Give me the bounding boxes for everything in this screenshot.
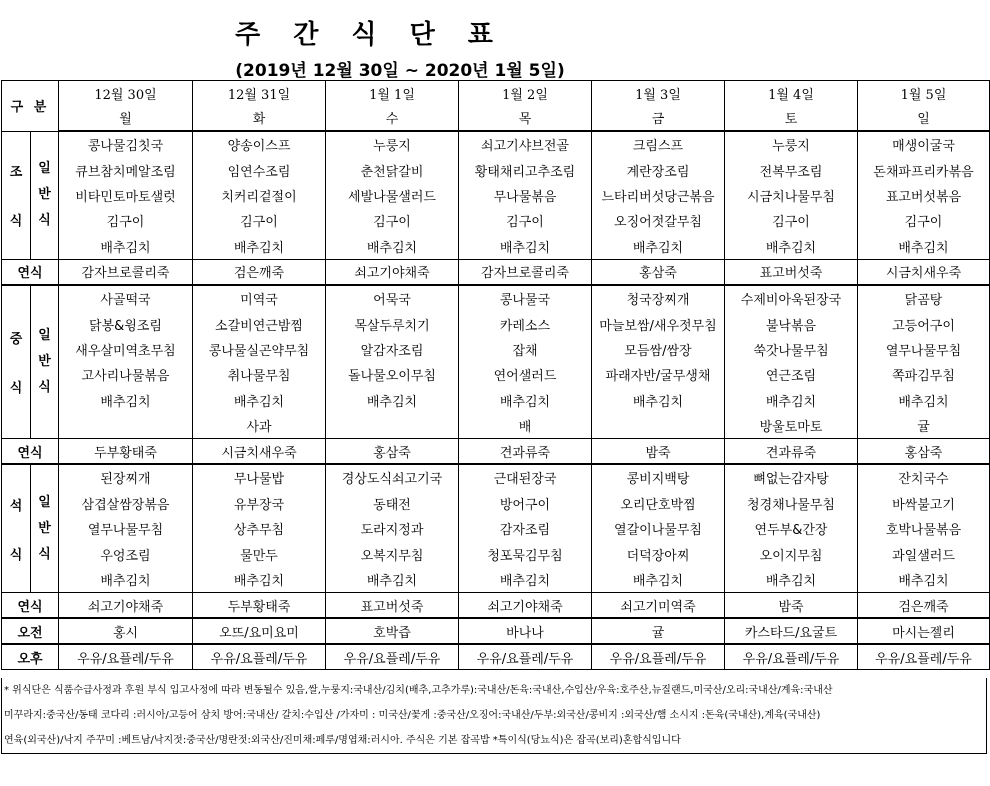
dish-cell: 청경채나물무침 xyxy=(725,491,858,516)
soft-diet-cell: 쇠고기야채죽 xyxy=(326,259,459,285)
day-weekday: 월 xyxy=(59,105,193,131)
dish-cell: 도라지정과 xyxy=(326,516,459,541)
soft-diet-cell: 표고버섯죽 xyxy=(326,593,459,619)
dish-cell: 고등어구이 xyxy=(858,311,990,336)
label-char: 식 xyxy=(9,214,23,230)
dish-cell: 동태전 xyxy=(326,491,459,516)
day-weekday: 금 xyxy=(592,105,725,131)
day-date: 1월 5일 xyxy=(858,81,990,106)
dish-cell: 쇠고기샤브전골 xyxy=(459,131,592,157)
dish-cell: 열무나물무침 xyxy=(858,337,990,362)
soft-diet-cell: 표고버섯죽 xyxy=(725,259,858,285)
soft-diet-cell: 시금치새우죽 xyxy=(193,439,326,465)
dish-cell: 닭봉&윙조림 xyxy=(59,311,193,336)
day-date: 1월 2일 xyxy=(459,81,592,106)
soft-diet-cell: 검은깨죽 xyxy=(858,593,990,619)
dish-cell: 배추김치 xyxy=(858,567,990,593)
dish-cell: 열무나물무침 xyxy=(59,516,193,541)
day-date: 12월 30일 xyxy=(59,81,193,106)
dish-cell: 배추김치 xyxy=(59,567,193,593)
soft-diet-cell: 두부황태죽 xyxy=(59,439,193,465)
dish-cell: 카레소스 xyxy=(459,311,592,336)
soft-diet-cell: 견과류죽 xyxy=(459,439,592,465)
dish-cell: 시금치나물무침 xyxy=(725,183,858,208)
dinner-label xyxy=(2,464,31,592)
dish-cell: 배추김치 xyxy=(858,234,990,260)
dish-cell: 무나물밥 xyxy=(193,464,326,490)
dish-cell: 방어구이 xyxy=(459,491,592,516)
soft-diet-cell: 검은깨죽 xyxy=(193,259,326,285)
dish-cell: 뼈없는감자탕 xyxy=(725,464,858,490)
dish-cell: 방울토마토 xyxy=(725,413,858,439)
day-weekday: 목 xyxy=(459,105,592,131)
weekly-menu-table xyxy=(1,80,990,670)
dish-cell: 감자조림 xyxy=(459,516,592,541)
dish-cell: 무나물볶음 xyxy=(459,183,592,208)
dish-cell: 닭곰탕 xyxy=(858,285,990,311)
soft-diet-cell: 홍삼죽 xyxy=(592,259,725,285)
label-char: 식 xyxy=(9,547,23,563)
dish-cell: 배추김치 xyxy=(592,388,725,413)
dish-cell: 계란장조림 xyxy=(592,157,725,182)
dish-cell: 연근조림 xyxy=(725,362,858,387)
label-char: 식 xyxy=(38,546,51,562)
soft-diet-cell: 밤죽 xyxy=(592,439,725,465)
label-char: 반 xyxy=(38,354,51,370)
dish-cell: 마늘보쌈/새우젓무침 xyxy=(592,311,725,336)
dish-cell: 배추김치 xyxy=(725,567,858,593)
label-char: 일 xyxy=(38,161,51,177)
dish-cell: 누룽지 xyxy=(326,131,459,157)
dish-cell: 어묵국 xyxy=(326,285,459,311)
page-title: 주 간 식 단 표 xyxy=(235,20,505,50)
soft-diet-cell: 쇠고기야채죽 xyxy=(459,593,592,619)
dish-cell: 배 xyxy=(459,413,592,439)
dinner-general-label xyxy=(31,464,59,592)
dish-cell: 콩비지백탕 xyxy=(592,464,725,490)
dish-cell: 사과 xyxy=(193,413,326,439)
dish-cell: 배추김치 xyxy=(326,234,459,260)
dish-cell: 김구이 xyxy=(858,208,990,233)
dish-cell: 수제비아욱된장국 xyxy=(725,285,858,311)
dish-cell: 목살두루치기 xyxy=(326,311,459,336)
dish-cell: 느타리버섯당근볶음 xyxy=(592,183,725,208)
dish-cell: 파래자반/굴무생채 xyxy=(592,362,725,387)
day-weekday: 화 xyxy=(193,105,326,131)
dish-cell xyxy=(592,413,725,439)
dish-cell: 바싹불고기 xyxy=(858,491,990,516)
dish-cell: 김구이 xyxy=(326,208,459,233)
dish-cell: 더덕장아찌 xyxy=(592,541,725,566)
dish-cell: 배추김치 xyxy=(592,234,725,260)
soft-diet-cell: 두부황태죽 xyxy=(193,593,326,619)
dish-cell: 불낙볶음 xyxy=(725,311,858,336)
header-label: 구 분 xyxy=(2,81,59,132)
dish-cell: 배추김치 xyxy=(459,567,592,593)
dish-cell: 취나물무침 xyxy=(193,362,326,387)
dish-cell: 청국장찌개 xyxy=(592,285,725,311)
dish-cell: 양송이스프 xyxy=(193,131,326,157)
dish-cell: 큐브참치메알조림 xyxy=(59,157,193,182)
label-char: 조 xyxy=(9,165,23,181)
dish-cell: 오이지무침 xyxy=(725,541,858,566)
snack-cell: 우유/요플레/두유 xyxy=(459,644,592,670)
dish-cell: 오복지무침 xyxy=(326,541,459,566)
soft-diet-cell: 견과류죽 xyxy=(725,439,858,465)
dish-cell: 호박나물볶음 xyxy=(858,516,990,541)
footnote-line: * 위식단은 식품수급사정과 후원 부식 입고사정에 따라 변동될수 있음,쌀,누룽지:국내산/김치(배추,고추가루):국내산/돈육:국내산,수입산/우육:호주산,뉴질랜드,미국산/오리:국내산/계육:국내산 xyxy=(4,685,833,696)
dish-cell: 김구이 xyxy=(459,208,592,233)
dish-cell: 배추김치 xyxy=(858,388,990,413)
dish-cell: 배추김치 xyxy=(59,234,193,260)
dish-cell: 삼겹살쌈장볶음 xyxy=(59,491,193,516)
soft-diet-cell: 감자브로콜리죽 xyxy=(59,259,193,285)
snack-cell: 바나나 xyxy=(459,618,592,644)
label-char: 식 xyxy=(38,380,51,396)
label-char: 식 xyxy=(38,213,51,229)
dish-cell: 소갈비연근밤찜 xyxy=(193,311,326,336)
dish-cell: 과일샐러드 xyxy=(858,541,990,566)
dish-cell: 잡채 xyxy=(459,337,592,362)
dish-cell: 된장찌개 xyxy=(59,464,193,490)
snack-cell: 우유/요플레/두유 xyxy=(592,644,725,670)
dish-cell: 쑥갓나물무침 xyxy=(725,337,858,362)
dish-cell: 물만두 xyxy=(193,541,326,566)
dish-cell: 전복무조림 xyxy=(725,157,858,182)
afternoon-snack-label: 오후 xyxy=(2,644,59,670)
breakfast-label xyxy=(2,131,31,259)
snack-cell: 홍시 xyxy=(59,618,193,644)
dish-cell: 배추김치 xyxy=(59,388,193,413)
soft-diet-cell: 홍삼죽 xyxy=(858,439,990,465)
dish-cell: 배추김치 xyxy=(193,567,326,593)
snack-cell: 우유/요플레/두유 xyxy=(193,644,326,670)
dish-cell: 매생이굴국 xyxy=(858,131,990,157)
label-char: 일 xyxy=(38,494,51,510)
dish-cell: 근대된장국 xyxy=(459,464,592,490)
footnotes xyxy=(1,678,987,754)
breakfast-general-label xyxy=(31,131,59,259)
soft-diet-cell: 쇠고기야채죽 xyxy=(59,593,193,619)
dish-cell: 콩나물실곤약무침 xyxy=(193,337,326,362)
dish-cell: 김구이 xyxy=(59,208,193,233)
soft-diet-cell: 시금치새우죽 xyxy=(858,259,990,285)
day-date: 1월 4일 xyxy=(725,81,858,106)
dish-cell: 콩나물김칫국 xyxy=(59,131,193,157)
dish-cell: 배추김치 xyxy=(193,388,326,413)
label-char: 반 xyxy=(38,187,51,203)
dish-cell: 상추무침 xyxy=(193,516,326,541)
dish-cell: 배추김치 xyxy=(725,388,858,413)
dish-cell: 배추김치 xyxy=(326,567,459,593)
dish-cell: 김구이 xyxy=(193,208,326,233)
snack-cell: 마시는젤리 xyxy=(858,618,990,644)
snack-cell: 호박즙 xyxy=(326,618,459,644)
dish-cell: 연어샐러드 xyxy=(459,362,592,387)
dish-cell: 새우살미역초무침 xyxy=(59,337,193,362)
dish-cell: 김구이 xyxy=(725,208,858,233)
dish-cell: 열갈이나물무침 xyxy=(592,516,725,541)
day-weekday: 수 xyxy=(326,105,459,131)
breakfast-soft-label: 연식 xyxy=(2,259,59,285)
dish-cell: 오징어젓갈무침 xyxy=(592,208,725,233)
day-weekday: 일 xyxy=(858,105,990,131)
snack-cell: 귤 xyxy=(592,618,725,644)
day-date: 1월 1일 xyxy=(326,81,459,106)
snack-cell: 우유/요플레/두유 xyxy=(326,644,459,670)
snack-cell: 우유/요플레/두유 xyxy=(59,644,193,670)
dish-cell: 돌나물오이무침 xyxy=(326,362,459,387)
dish-cell: 배추김치 xyxy=(459,234,592,260)
dish-cell: 배추김치 xyxy=(459,388,592,413)
dish-cell: 오리단호박찜 xyxy=(592,491,725,516)
lunch-label xyxy=(2,285,31,439)
dish-cell: 배추김치 xyxy=(326,388,459,413)
snack-cell: 우유/요플레/두유 xyxy=(858,644,990,670)
dish-cell: 춘천닭갈비 xyxy=(326,157,459,182)
label-char: 일 xyxy=(38,328,51,344)
dish-cell: 청포묵김무침 xyxy=(459,541,592,566)
dish-cell: 돈채파프리카볶음 xyxy=(858,157,990,182)
dish-cell: 누룽지 xyxy=(725,131,858,157)
dish-cell xyxy=(326,413,459,439)
lunch-soft-label: 연식 xyxy=(2,439,59,465)
dish-cell: 표고버섯볶음 xyxy=(858,183,990,208)
dish-cell: 쪽파김무침 xyxy=(858,362,990,387)
dish-cell: 잔치국수 xyxy=(858,464,990,490)
dish-cell: 모듬쌈/쌈장 xyxy=(592,337,725,362)
dish-cell: 치커리겉절이 xyxy=(193,183,326,208)
dish-cell: 배추김치 xyxy=(592,567,725,593)
dish-cell: 배추김치 xyxy=(193,234,326,260)
footnote-line: 미꾸라지:중국산/동태 코다리 :러시아/고등어 삼치 방어:국내산/ 갈치:수입산 /가자미 : 미국산/꽃게 :중국산/오징어:국내산/두부:외국산/콩비지 :외국산/햄 소시지 :돈육(국내산),계육(국내산) xyxy=(4,710,821,721)
day-date: 12월 31일 xyxy=(193,81,326,106)
snack-cell: 오뜨/요미요미 xyxy=(193,618,326,644)
dish-cell: 배추김치 xyxy=(725,234,858,260)
soft-diet-cell: 감자브로콜리죽 xyxy=(459,259,592,285)
dish-cell: 우엉조림 xyxy=(59,541,193,566)
soft-diet-cell: 홍삼죽 xyxy=(326,439,459,465)
dish-cell: 경상도식쇠고기국 xyxy=(326,464,459,490)
dish-cell xyxy=(59,413,193,439)
day-weekday: 토 xyxy=(725,105,858,131)
dish-cell: 알감자조림 xyxy=(326,337,459,362)
footnote-line: 연육(외국산)/낙지 주꾸미 :베트남/낙지젓:중국산/명란젓:외국산/진미채:페루/명엽채:러시아. 주식은 기본 잡곡밥 *특이식(당뇨식)은 잡곡(보리)혼합식입니다 xyxy=(4,735,681,746)
snack-cell: 카스타드/요굴트 xyxy=(725,618,858,644)
dish-cell: 황태채리고추조림 xyxy=(459,157,592,182)
label-char: 식 xyxy=(9,381,23,397)
dish-cell: 유부장국 xyxy=(193,491,326,516)
dish-cell: 임연수조림 xyxy=(193,157,326,182)
label-char: 석 xyxy=(9,498,23,514)
dish-cell: 연두부&간장 xyxy=(725,516,858,541)
dish-cell: 고사리나물볶음 xyxy=(59,362,193,387)
dish-cell: 사골떡국 xyxy=(59,285,193,311)
period-subtitle: (2019년 12월 30일 ~ 2020년 1월 5일) xyxy=(235,61,565,81)
soft-diet-cell: 쇠고기미역죽 xyxy=(592,593,725,619)
dish-cell: 콩나물국 xyxy=(459,285,592,311)
dish-cell: 귤 xyxy=(858,413,990,439)
label-char: 중 xyxy=(9,332,23,348)
dish-cell: 크림스프 xyxy=(592,131,725,157)
dish-cell: 비타민토마토샐럿 xyxy=(59,183,193,208)
dish-cell: 세발나물샐러드 xyxy=(326,183,459,208)
dish-cell: 미역국 xyxy=(193,285,326,311)
morning-snack-label: 오전 xyxy=(2,618,59,644)
lunch-general-label xyxy=(31,285,59,439)
day-date: 1월 3일 xyxy=(592,81,725,106)
label-char: 반 xyxy=(38,520,51,536)
dinner-soft-label: 연식 xyxy=(2,593,59,619)
soft-diet-cell: 밤죽 xyxy=(725,593,858,619)
snack-cell: 우유/요플레/두유 xyxy=(725,644,858,670)
